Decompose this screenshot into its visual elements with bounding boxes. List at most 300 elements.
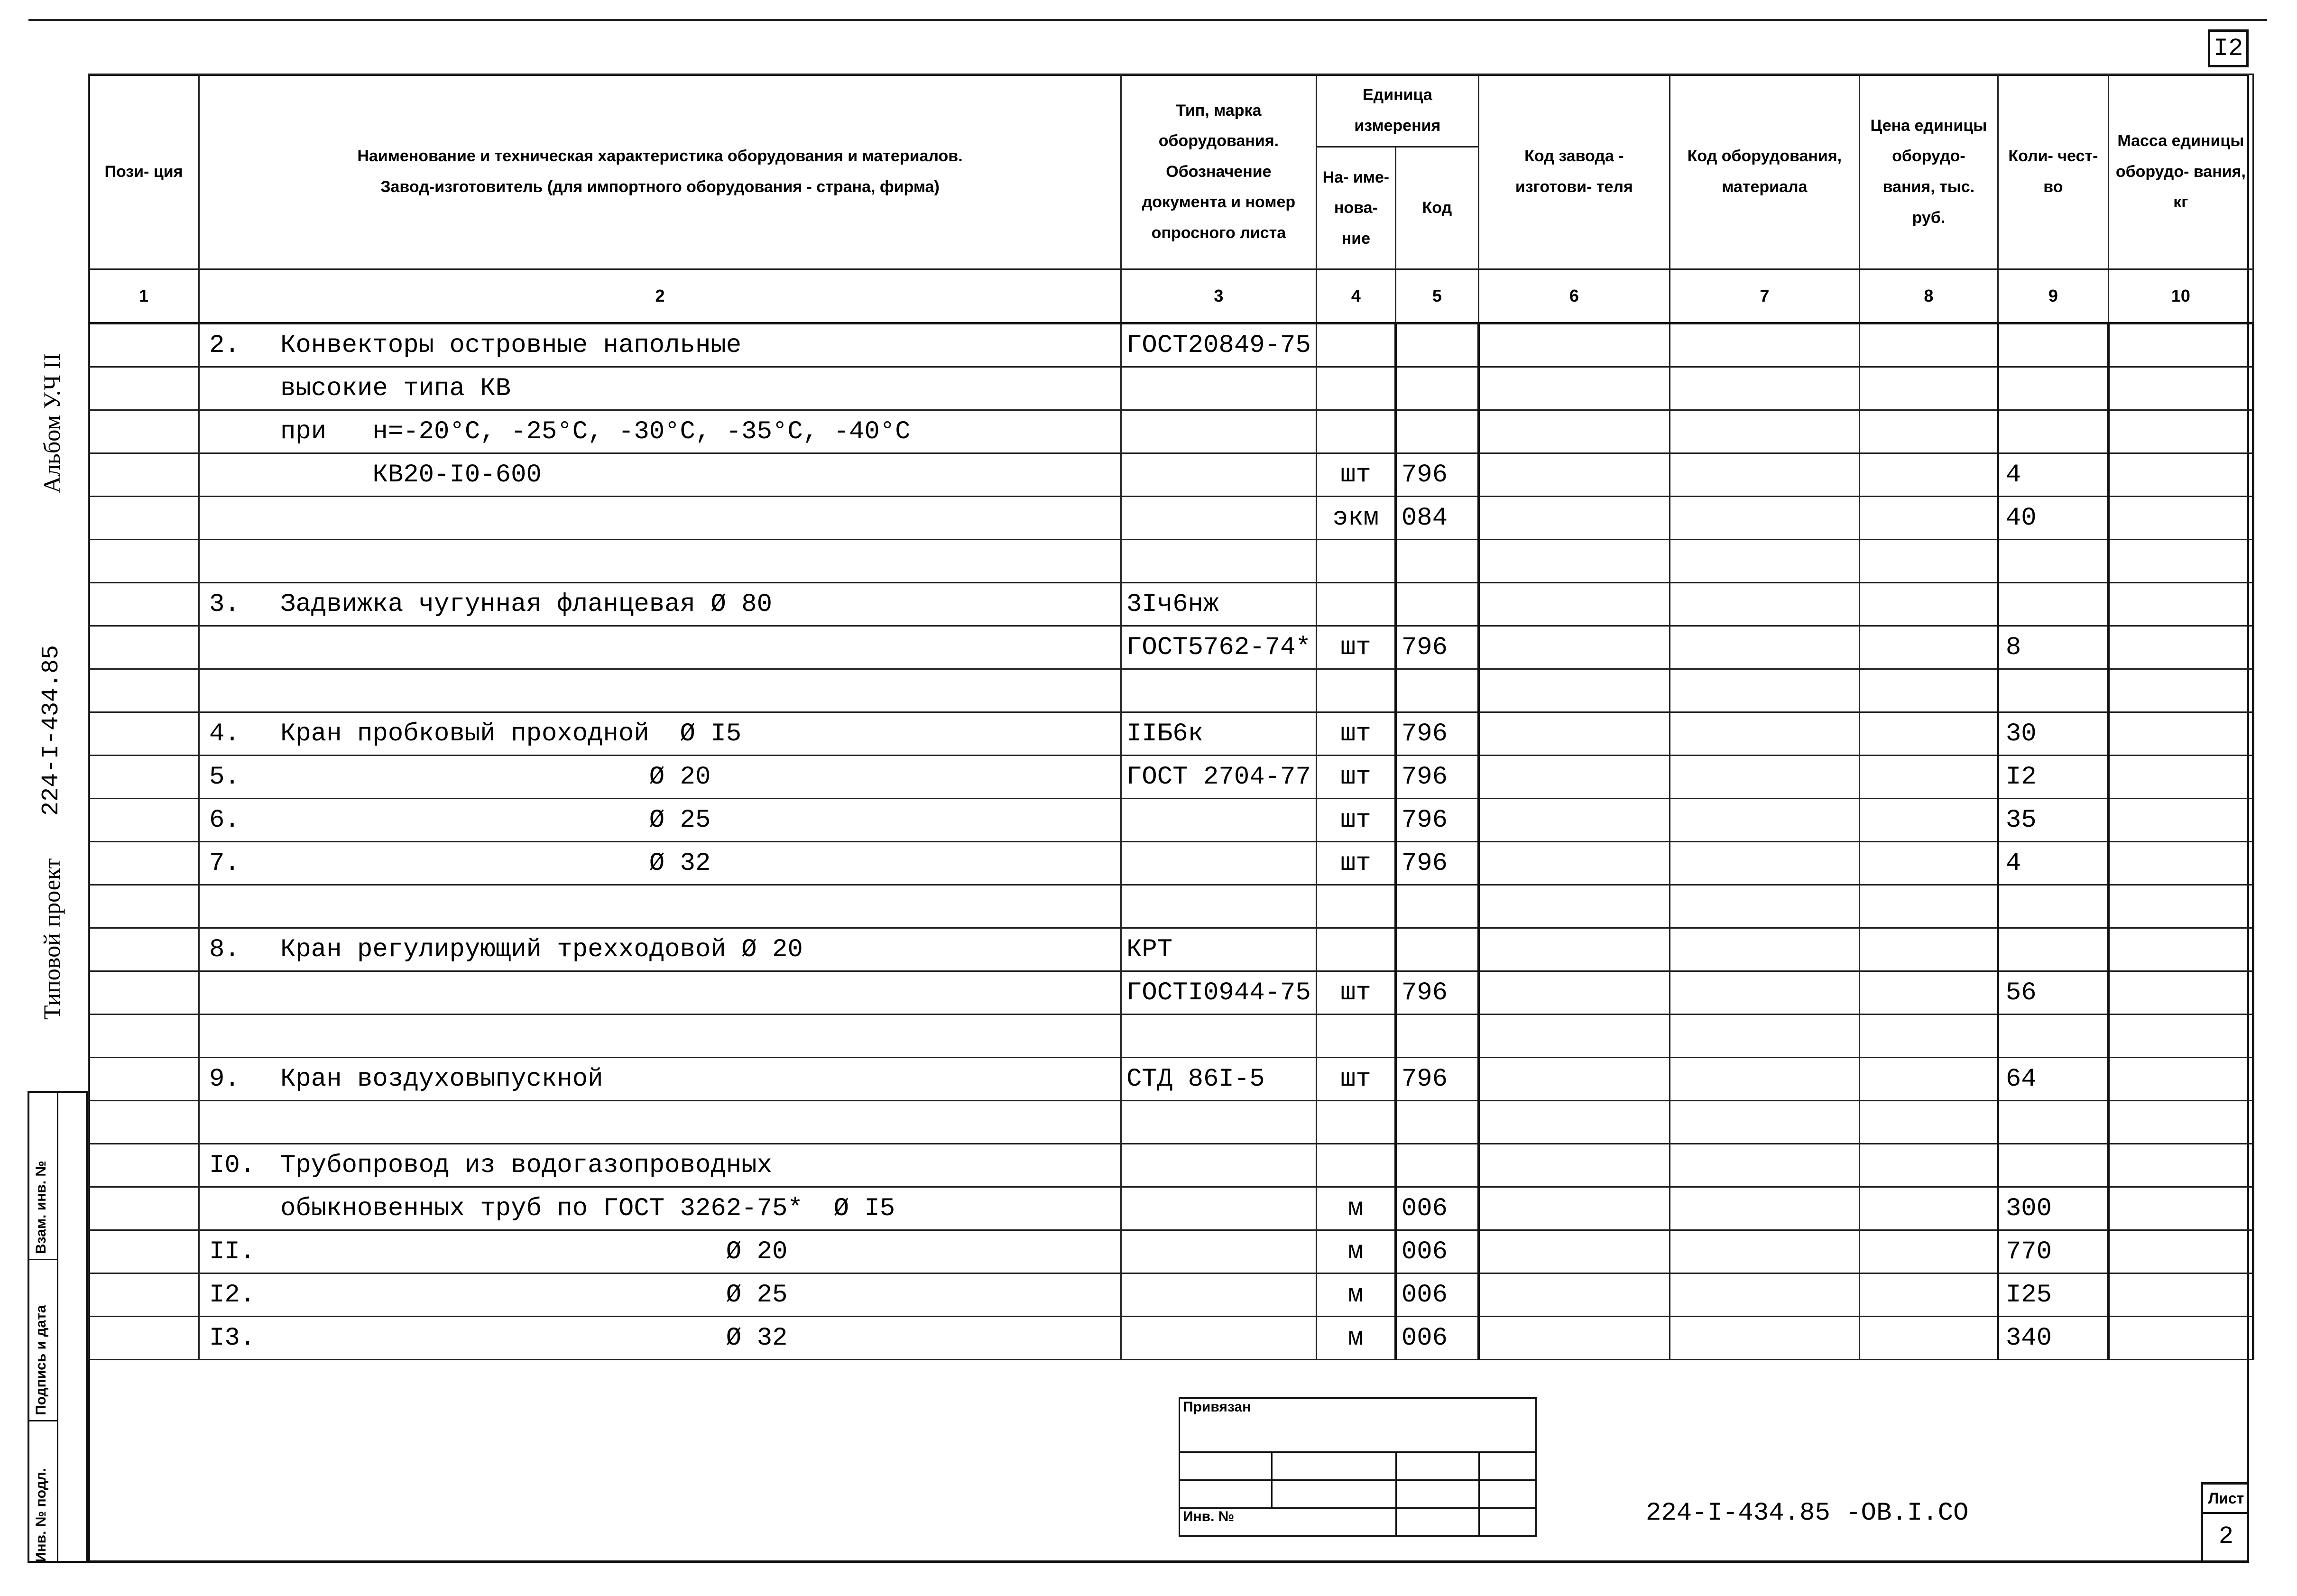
cell-quantity: 340: [1998, 1317, 2108, 1360]
cell-factory-code: [1478, 497, 1670, 540]
cell-mass: [2108, 410, 2253, 453]
cell-unit-name: шт: [1316, 1058, 1395, 1101]
cell-factory-code: [1478, 885, 1670, 928]
cell-price: [1859, 1273, 1998, 1317]
cell-unit-name: [1316, 1101, 1395, 1144]
cell-mass: [2108, 367, 2253, 410]
cell-unit-name: [1316, 669, 1395, 712]
cell-equipment-code: [1670, 1101, 1859, 1144]
cell-price: [1859, 583, 1998, 626]
cell-equipment-code: [1670, 453, 1859, 497]
header-equipment-code: Код оборудования, материала: [1670, 74, 1859, 269]
item-name: Задвижка чугунная фланцевая Ø 80: [280, 590, 772, 619]
strip-divider: [57, 1093, 58, 1561]
cell-quantity: 770: [1998, 1230, 2108, 1273]
cell-quantity: [1998, 1101, 2108, 1144]
cell-position-blank: [89, 669, 199, 712]
cell-unit-code: [1395, 1101, 1478, 1144]
cell-quantity: [1998, 367, 2108, 410]
position-number: II.: [209, 1237, 256, 1266]
cell-name: [199, 1187, 1121, 1230]
header-factory-code: Код завода - изготови- теля: [1478, 74, 1670, 269]
cell-position-blank: [89, 1273, 199, 1317]
cell-quantity: 4: [1998, 842, 2108, 885]
cell-type: [1121, 1015, 1317, 1058]
cell-type: [1121, 367, 1317, 410]
cell-name: [199, 1015, 1121, 1058]
cell-price: [1859, 540, 1998, 583]
specification-table: [88, 74, 2254, 1360]
cell-type: [1121, 842, 1317, 885]
cell-unit-code: [1395, 669, 1478, 712]
column-number: 2: [199, 269, 1121, 323]
position-number: 4.: [209, 719, 240, 748]
cell-equipment-code: [1670, 928, 1859, 971]
cell-name: [199, 453, 1121, 497]
cell-unit-code: 006: [1395, 1273, 1478, 1317]
header-type: Тип, марка оборудования. Обозначение документа и номер опросного листа: [1121, 74, 1317, 269]
cell-factory-code: [1478, 842, 1670, 885]
cell-quantity: 64: [1998, 1058, 2108, 1101]
cell-type: ГОСТ5762-74*: [1121, 626, 1317, 669]
cell-factory-code: [1478, 626, 1670, 669]
cell-equipment-code: [1670, 971, 1859, 1015]
header-unit-code: Код: [1395, 147, 1478, 269]
cell-quantity: [1998, 1015, 2108, 1058]
cell-quantity: [1998, 928, 2108, 971]
cell-position-blank: [89, 540, 199, 583]
cell-unit-name: шт: [1316, 842, 1395, 885]
cell-position-blank: [89, 842, 199, 885]
stamp-cell: [1396, 1508, 1479, 1536]
cell-position-blank: [89, 1230, 199, 1273]
strip-label-replace: Взам. инв. №: [33, 1161, 49, 1254]
table-row: [89, 971, 2253, 1015]
cell-name: [199, 1101, 1121, 1144]
cell-position-blank: [89, 1317, 199, 1360]
cell-quantity: [1998, 323, 2108, 367]
cell-unit-name: экм: [1316, 497, 1395, 540]
cell-name: [199, 669, 1121, 712]
table-row: [89, 1273, 2253, 1317]
cell-unit-code: 796: [1395, 756, 1478, 799]
cell-unit-code: 796: [1395, 842, 1478, 885]
cell-unit-code: 796: [1395, 712, 1478, 756]
stamp-cell: [1396, 1480, 1479, 1508]
cell-factory-code: [1478, 453, 1670, 497]
cell-unit-name: [1316, 1144, 1395, 1187]
cell-type: ГОСТ 2704-77: [1121, 756, 1317, 799]
column-number: 4: [1316, 269, 1395, 323]
cell-position-blank: [89, 1144, 199, 1187]
cell-equipment-code: [1670, 712, 1859, 756]
cell-price: [1859, 626, 1998, 669]
sheet-label: Лист: [2203, 1485, 2249, 1514]
cell-factory-code: [1478, 367, 1670, 410]
cell-price: [1859, 1101, 1998, 1144]
cell-unit-name: м: [1316, 1273, 1395, 1317]
cell-name: [199, 712, 1121, 756]
cell-factory-code: [1478, 1273, 1670, 1317]
cell-name: [199, 540, 1121, 583]
cell-type: [1121, 1273, 1317, 1317]
header-row: [89, 74, 2253, 147]
stamp-cell: [1272, 1480, 1396, 1508]
cell-mass: [2108, 583, 2253, 626]
cell-factory-code: [1478, 540, 1670, 583]
header-mass: Масса единицы оборудо- вания, кг: [2108, 74, 2253, 269]
cell-mass: [2108, 842, 2253, 885]
cell-mass: [2108, 669, 2253, 712]
cell-type: [1121, 799, 1317, 842]
cell-name: [199, 1058, 1121, 1101]
cell-mass: [2108, 1317, 2253, 1360]
cell-factory-code: [1478, 1015, 1670, 1058]
cell-price: [1859, 756, 1998, 799]
cell-unit-name: [1316, 928, 1395, 971]
item-name: Ø 32: [280, 849, 711, 878]
stamp-cell: [1479, 1452, 1536, 1480]
cell-factory-code: [1478, 1101, 1670, 1144]
cell-equipment-code: [1670, 626, 1859, 669]
table-row: [89, 1015, 2253, 1058]
cell-quantity: [1998, 885, 2108, 928]
item-name: Ø 25: [280, 805, 711, 835]
table-row: [89, 799, 2253, 842]
cell-quantity: I25: [1998, 1273, 2108, 1317]
cell-equipment-code: [1670, 885, 1859, 928]
table-row: [89, 669, 2253, 712]
item-name: Кран регулирующий трехходовой Ø 20: [280, 935, 803, 964]
cell-name: [199, 1273, 1121, 1317]
item-name: Ø 25: [280, 1280, 788, 1310]
cell-price: [1859, 1144, 1998, 1187]
cell-factory-code: [1478, 928, 1670, 971]
cell-price: [1859, 497, 1998, 540]
cell-factory-code: [1478, 756, 1670, 799]
cell-unit-code: [1395, 540, 1478, 583]
cell-name: [199, 928, 1121, 971]
column-number: 8: [1859, 269, 1998, 323]
header-name: [199, 74, 1121, 269]
cell-mass: [2108, 1058, 2253, 1101]
cell-quantity: [1998, 669, 2108, 712]
cell-type: 3Iч6нж: [1121, 583, 1317, 626]
table-row: [89, 885, 2253, 928]
cell-mass: [2108, 453, 2253, 497]
position-number: 5.: [209, 762, 240, 792]
cell-price: [1859, 1015, 1998, 1058]
cell-mass: [2108, 971, 2253, 1015]
position-number: 7.: [209, 849, 240, 878]
cell-name: [199, 323, 1121, 367]
cell-unit-code: 796: [1395, 453, 1478, 497]
cell-name: [199, 367, 1121, 410]
cell-unit-name: шт: [1316, 712, 1395, 756]
position-number: I3.: [209, 1323, 256, 1353]
cell-equipment-code: [1670, 799, 1859, 842]
cell-unit-name: шт: [1316, 453, 1395, 497]
cell-equipment-code: [1670, 1015, 1859, 1058]
table-row: [89, 756, 2253, 799]
table-row: [89, 1101, 2253, 1144]
cell-position-blank: [89, 756, 199, 799]
sheet-box: [2201, 1482, 2249, 1563]
cell-unit-name: шт: [1316, 971, 1395, 1015]
cell-price: [1859, 323, 1998, 367]
cell-equipment-code: [1670, 323, 1859, 367]
cell-price: [1859, 799, 1998, 842]
cell-type: [1121, 669, 1317, 712]
stamp-cell: [1479, 1508, 1536, 1536]
stamp-cell: [1272, 1452, 1396, 1480]
approval-strip: [28, 1091, 88, 1563]
cell-price: [1859, 712, 1998, 756]
cell-quantity: I2: [1998, 756, 2108, 799]
cell-price: [1859, 1317, 1998, 1360]
table-row: [89, 1058, 2253, 1101]
strip-label-inv: Инв. № подл.: [33, 1467, 49, 1562]
item-name: Ø 20: [280, 762, 711, 792]
item-name: Трубопровод из водогазопроводных: [280, 1151, 772, 1180]
cell-quantity: [1998, 540, 2108, 583]
cell-quantity: 40: [1998, 497, 2108, 540]
cell-quantity: 30: [1998, 712, 2108, 756]
cell-position-blank: [89, 497, 199, 540]
column-number: 6: [1478, 269, 1670, 323]
document-number: 224-I-434.85 -ОВ.I.СО: [1646, 1499, 1969, 1528]
cell-name: [199, 971, 1121, 1015]
cell-position-blank: [89, 928, 199, 971]
cell-price: [1859, 453, 1998, 497]
cell-equipment-code: [1670, 540, 1859, 583]
cell-factory-code: [1478, 410, 1670, 453]
album-label: Альбом У.Ч II: [38, 353, 65, 493]
cell-price: [1859, 928, 1998, 971]
cell-price: [1859, 669, 1998, 712]
cell-name: [199, 1317, 1121, 1360]
cell-factory-code: [1478, 1187, 1670, 1230]
table-row: [89, 497, 2253, 540]
cell-type: [1121, 1144, 1317, 1187]
cell-type: [1121, 885, 1317, 928]
cell-unit-code: [1395, 1015, 1478, 1058]
cell-unit-code: [1395, 367, 1478, 410]
cell-type: [1121, 1230, 1317, 1273]
column-number: 3: [1121, 269, 1317, 323]
cell-quantity: 4: [1998, 453, 2108, 497]
cell-mass: [2108, 540, 2253, 583]
cell-unit-code: [1395, 1144, 1478, 1187]
cell-price: [1859, 885, 1998, 928]
cell-type: [1121, 1317, 1317, 1360]
cell-unit-name: шт: [1316, 756, 1395, 799]
cell-mass: [2108, 756, 2253, 799]
cell-equipment-code: [1670, 367, 1859, 410]
cell-factory-code: [1478, 323, 1670, 367]
cell-unit-name: м: [1316, 1187, 1395, 1230]
strip-label-sign: Подпись и дата: [33, 1305, 49, 1415]
column-number: 10: [2108, 269, 2253, 323]
cell-name: [199, 799, 1121, 842]
cell-unit-code: 006: [1395, 1230, 1478, 1273]
item-name: высокие типа КВ: [280, 374, 511, 403]
cell-equipment-code: [1670, 497, 1859, 540]
column-number: 7: [1670, 269, 1859, 323]
sheet-number: I2: [2213, 34, 2243, 63]
cell-unit-code: 796: [1395, 626, 1478, 669]
cell-position-blank: [89, 1015, 199, 1058]
cell-position-blank: [89, 1187, 199, 1230]
cell-mass: [2108, 1187, 2253, 1230]
cell-position-blank: [89, 799, 199, 842]
cell-mass: [2108, 799, 2253, 842]
cell-price: [1859, 1230, 1998, 1273]
item-name: обыкновенных труб по ГОСТ 3262-75* Ø I5: [280, 1194, 895, 1223]
cell-mass: [2108, 1230, 2253, 1273]
cell-unit-name: [1316, 367, 1395, 410]
cell-unit-name: м: [1316, 1317, 1395, 1360]
cell-unit-code: [1395, 410, 1478, 453]
cell-unit-code: 084: [1395, 497, 1478, 540]
cell-type: СТД 86I-5: [1121, 1058, 1317, 1101]
stamp-bound-label: Привязан: [1180, 1398, 1536, 1452]
cell-mass: [2108, 1273, 2253, 1317]
position-number: I2.: [209, 1280, 256, 1310]
cell-position-blank: [89, 712, 199, 756]
cell-type: [1121, 453, 1317, 497]
cell-equipment-code: [1670, 669, 1859, 712]
cell-unit-name: [1316, 410, 1395, 453]
cell-name: [199, 756, 1121, 799]
cell-position-blank: [89, 1058, 199, 1101]
table-row: [89, 1230, 2253, 1273]
cell-unit-code: [1395, 885, 1478, 928]
cell-position-blank: [89, 1101, 199, 1144]
cell-price: [1859, 971, 1998, 1015]
cell-type: КРТ: [1121, 928, 1317, 971]
cell-mass: [2108, 1101, 2253, 1144]
cell-unit-name: м: [1316, 1230, 1395, 1273]
cell-name: [199, 583, 1121, 626]
strip-line: [29, 1420, 57, 1421]
binding-stamp: [1179, 1397, 1537, 1537]
cell-price: [1859, 410, 1998, 453]
table-row: [89, 540, 2253, 583]
table-row: [89, 712, 2253, 756]
cell-mass: [2108, 928, 2253, 971]
cell-unit-name: [1316, 1015, 1395, 1058]
cell-mass: [2108, 1144, 2253, 1187]
table-row: [89, 928, 2253, 971]
cell-unit-code: 006: [1395, 1187, 1478, 1230]
cell-name: [199, 885, 1121, 928]
cell-mass: [2108, 885, 2253, 928]
cell-quantity: 56: [1998, 971, 2108, 1015]
cell-position-blank: [89, 453, 199, 497]
project-label: Типовой проект: [38, 858, 65, 1020]
cell-price: [1859, 1058, 1998, 1101]
position-number: 2.: [209, 331, 240, 360]
cell-unit-code: [1395, 583, 1478, 626]
cell-unit-name: шт: [1316, 799, 1395, 842]
table-row: [89, 410, 2253, 453]
cell-price: [1859, 367, 1998, 410]
header-unit-group: Единица измерения: [1316, 74, 1478, 147]
cell-unit-name: [1316, 583, 1395, 626]
cell-unit-name: шт: [1316, 626, 1395, 669]
cell-mass: [2108, 626, 2253, 669]
table-row: [89, 453, 2253, 497]
table-row: [89, 367, 2253, 410]
header-unit-name: На- име- нова- ние: [1316, 147, 1395, 269]
table-row: [89, 583, 2253, 626]
cell-quantity: 300: [1998, 1187, 2108, 1230]
cell-equipment-code: [1670, 756, 1859, 799]
cell-price: [1859, 842, 1998, 885]
cell-unit-code: [1395, 928, 1478, 971]
cell-unit-name: [1316, 540, 1395, 583]
top-frame-line: [28, 19, 2267, 21]
cell-equipment-code: [1670, 583, 1859, 626]
item-name: Ø 32: [280, 1323, 788, 1353]
cell-position-blank: [89, 583, 199, 626]
cell-unit-code: 796: [1395, 971, 1478, 1015]
cell-mass: [2108, 712, 2253, 756]
cell-quantity: [1998, 583, 2108, 626]
position-number: 9.: [209, 1064, 240, 1094]
cell-position-blank: [89, 971, 199, 1015]
cell-position-blank: [89, 885, 199, 928]
cell-position-blank: [89, 367, 199, 410]
cell-mass: [2108, 1015, 2253, 1058]
table-row: [89, 626, 2253, 669]
sheet-value: 2: [2218, 1522, 2234, 1550]
cell-factory-code: [1478, 799, 1670, 842]
table-row: [89, 1144, 2253, 1187]
item-name: Конвекторы островные напольные: [280, 331, 742, 360]
specification-rows: [89, 323, 2253, 1360]
cell-equipment-code: [1670, 1273, 1859, 1317]
item-name: Кран пробковый проходной Ø I5: [280, 719, 742, 748]
cell-quantity: [1998, 1144, 2108, 1187]
cell-equipment-code: [1670, 1230, 1859, 1273]
cell-factory-code: [1478, 1144, 1670, 1187]
cell-type: ГОСТ20849-75: [1121, 323, 1317, 367]
cell-mass: [2108, 323, 2253, 367]
cell-name: [199, 842, 1121, 885]
header-position: Пози- ция: [89, 74, 199, 269]
table-row: [89, 842, 2253, 885]
cell-equipment-code: [1670, 410, 1859, 453]
cell-equipment-code: [1670, 1317, 1859, 1360]
stamp-cell: [1396, 1452, 1479, 1480]
cell-position-blank: [89, 410, 199, 453]
cell-factory-code: [1478, 1230, 1670, 1273]
cell-unit-code: 796: [1395, 1058, 1478, 1101]
stamp-cell: [1180, 1452, 1272, 1480]
stamp-inv-label: Инв. №: [1180, 1508, 1396, 1536]
cell-equipment-code: [1670, 1144, 1859, 1187]
column-number-row: [89, 269, 2253, 323]
cell-position-blank: [89, 626, 199, 669]
table-row: [89, 323, 2253, 367]
cell-equipment-code: [1670, 842, 1859, 885]
position-number: 8.: [209, 935, 240, 964]
cell-name: [199, 410, 1121, 453]
cell-unit-name: [1316, 885, 1395, 928]
cell-unit-code: 006: [1395, 1317, 1478, 1360]
